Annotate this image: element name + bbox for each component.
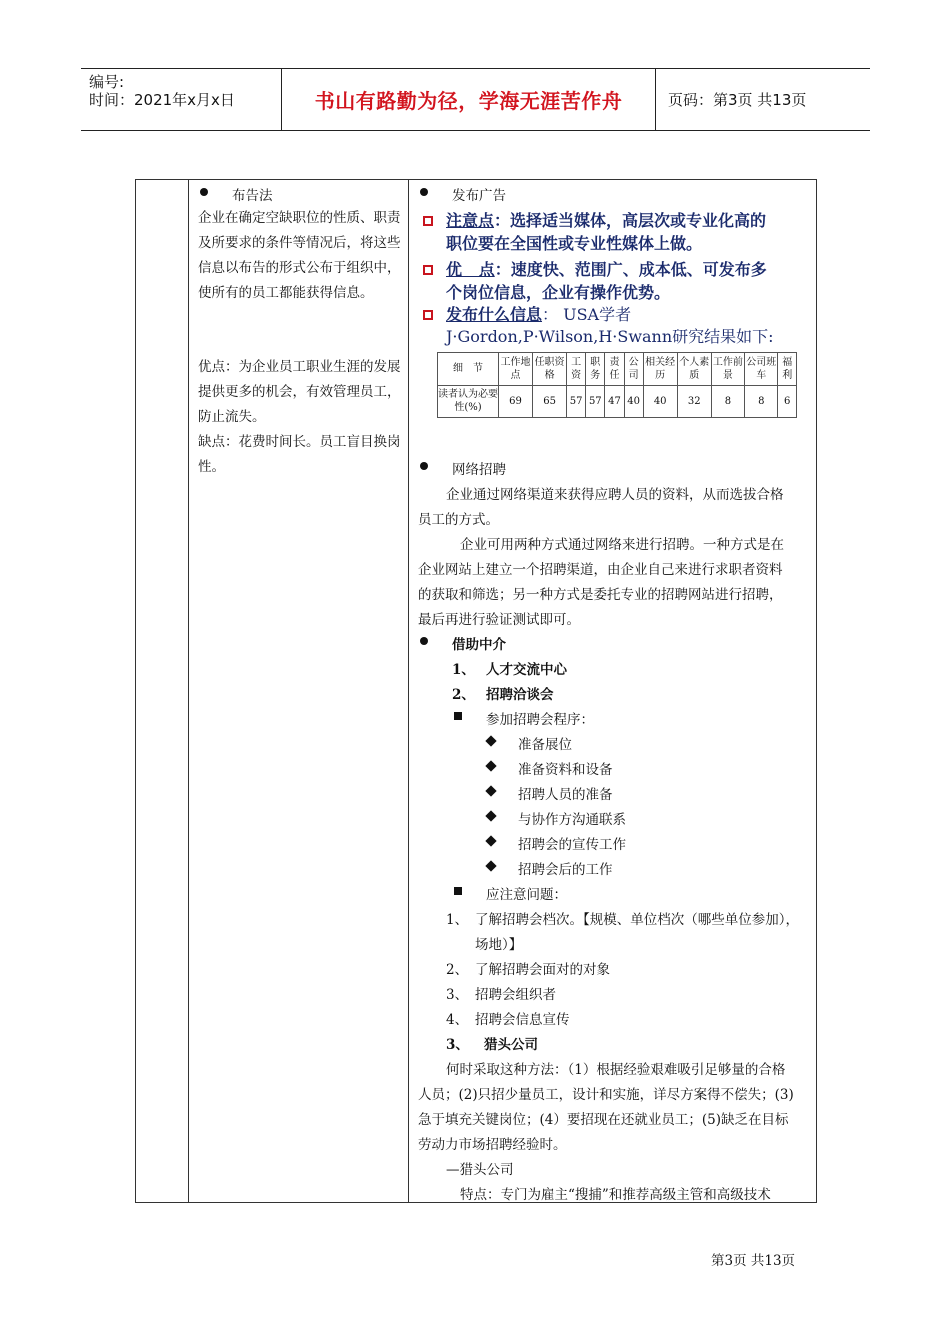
hunt-subheading: —猎头公司 xyxy=(446,1162,514,1178)
table-cell: 47 xyxy=(605,385,624,418)
header-motto-cell xyxy=(282,69,656,130)
hunt-line: 劳动力市场招聘经验时。 xyxy=(418,1137,567,1153)
table-header-cell: 职务 xyxy=(586,353,605,386)
attn-item: 场地）】 xyxy=(475,937,523,953)
note3-line2: J·Gordon,P·Wilson,H·Swann研究结果如下: xyxy=(446,327,774,346)
table-cell: 57 xyxy=(586,385,605,418)
square-bullet-icon xyxy=(454,883,462,899)
table-header-cell: 工作前景 xyxy=(711,353,744,386)
proc-heading: 参加招聘会程序： xyxy=(486,712,594,728)
diamond-bullet-icon xyxy=(487,858,495,874)
checkbox-icon xyxy=(423,308,433,324)
net-p1-line: 员工的方式。 xyxy=(418,512,499,528)
attn-item: 招聘会信息宣传 xyxy=(475,1012,570,1028)
column-divider xyxy=(408,180,409,1202)
table-row-label: 读者认为必要性(%) xyxy=(438,385,499,418)
net-p2-line: 最后再进行验证测试即可。 xyxy=(418,612,580,628)
note1-label: 注意点 xyxy=(446,211,495,230)
note1-line1 xyxy=(446,208,766,231)
hunt-line: 何时采取这种方法：（1）根据经验艰难吸引足够量的合格 xyxy=(446,1062,786,1078)
checkbox-icon xyxy=(423,214,433,230)
note3-line1 xyxy=(446,302,631,325)
proc-item: 准备展位 xyxy=(518,737,572,753)
note1-text1: ：选择适当媒体，高层次或专业化高的 xyxy=(494,211,767,230)
diamond-bullet-icon xyxy=(487,758,495,774)
date-label: 时间：2021年x月x日 xyxy=(89,91,235,109)
header-meta xyxy=(81,69,282,130)
agency-bullet-icon xyxy=(420,633,428,649)
ad-bullet-icon xyxy=(420,184,428,200)
hunt-line: 急于填充关键岗位；(4）要招现在还就业员工；(5)缺乏在目标 xyxy=(418,1112,789,1128)
proc-item: 招聘人员的准备 xyxy=(518,787,613,803)
proc-item: 招聘会后的工作 xyxy=(518,862,613,878)
table-cell: 57 xyxy=(567,385,586,418)
note3-text1: ： USA学者 xyxy=(542,305,632,324)
table-cell: 6 xyxy=(778,385,797,418)
agency2-num: 2、 xyxy=(452,687,475,703)
note2-line1 xyxy=(446,257,767,280)
diamond-bullet-icon xyxy=(487,783,495,799)
header-motto: 书山有路勤为径，学海无涯苦作舟 xyxy=(314,89,623,113)
table-header-cell: 相关经历 xyxy=(643,353,677,386)
table-header-cell: 工资 xyxy=(567,353,586,386)
table-cell: 40 xyxy=(643,385,677,418)
column-divider xyxy=(188,180,189,1202)
agency3-num: 3、 xyxy=(446,1037,469,1053)
diamond-bullet-icon xyxy=(487,833,495,849)
net-bullet-icon xyxy=(420,458,428,474)
agency2-text: 招聘洽谈会 xyxy=(486,687,554,703)
agency1-num: 1、 xyxy=(452,662,475,678)
agency1-text: 人才交流中心 xyxy=(486,662,567,678)
note2-text1: ：速度快、范围广、成本低、可发布多 xyxy=(494,260,767,279)
table-header-cell: 公司班车 xyxy=(745,353,778,386)
table-cell: 32 xyxy=(677,385,711,418)
agency3-text: 猎头公司 xyxy=(484,1037,538,1053)
table-cell: 40 xyxy=(624,385,643,418)
table-header-cell: 责任 xyxy=(605,353,624,386)
left-cons: 缺点：花费时间长。员工盲目换岗性。 xyxy=(198,434,401,475)
note3-label: 发布什么信息 xyxy=(446,305,543,324)
page-header xyxy=(81,68,870,131)
attn-item: 招聘会组织者 xyxy=(475,987,556,1003)
header-page-cell xyxy=(656,69,870,130)
number-label: 编号: xyxy=(89,73,125,91)
proc-item: 招聘会的宣传工作 xyxy=(518,837,626,853)
table-row xyxy=(438,353,797,386)
agency-heading: 借助中介 xyxy=(452,637,506,653)
net-p1-line: 企业通过网络渠道来获得应聘人员的资料，从而选拔合格 xyxy=(446,487,784,503)
table-cell: 8 xyxy=(711,385,744,418)
header-page-info: 页码：第3页 共13页 xyxy=(668,91,807,109)
proc-item: 与协作方沟通联系 xyxy=(518,812,626,828)
attn-num: 1、 xyxy=(446,912,469,928)
left-heading: 布告法 xyxy=(232,188,273,204)
note2-line2: 个岗位信息，企业有操作优势。 xyxy=(446,283,671,302)
table-header-cell: 公司 xyxy=(624,353,643,386)
table-header-cell: 个人素质 xyxy=(677,353,711,386)
table-row-label: 细 节 xyxy=(438,353,499,386)
table-header-cell: 任职资格 xyxy=(533,353,567,386)
note1-line2: 职位要在全国性或专业性媒体上做。 xyxy=(446,234,703,253)
hunt-feature: 特点：专门为雇主“搜捕”和推荐高级主管和高级技术 xyxy=(460,1187,771,1203)
survey-table xyxy=(437,352,797,418)
net-heading: 网络招聘 xyxy=(452,462,506,478)
table-cell: 65 xyxy=(533,385,567,418)
table-row xyxy=(438,385,797,418)
square-bullet-icon xyxy=(454,708,462,724)
table-cell: 8 xyxy=(745,385,778,418)
attn-num: 4、 xyxy=(446,1012,469,1028)
note2-label: 优 点 xyxy=(446,260,495,279)
table-cell: 69 xyxy=(499,385,533,418)
attn-num: 2、 xyxy=(446,962,469,978)
page-footer: 第3页 共13页 xyxy=(711,1253,796,1269)
attn-heading: 应注意问题： xyxy=(486,887,567,903)
diamond-bullet-icon xyxy=(487,733,495,749)
proc-item: 准备资料和设备 xyxy=(518,762,613,778)
left-paragraph: 企业在确定空缺职位的性质、职责及所要求的条件等情况后，将这些信息以布告的形式公布于组织中，使所有的员工都能获得信息。 xyxy=(198,210,401,301)
attn-item: 了解招聘会面对的对象 xyxy=(475,962,610,978)
net-p2-line: 企业可用两种方式通过网络来进行招聘。一种方式是在 xyxy=(460,537,784,553)
checkbox-icon xyxy=(423,263,433,279)
table-header-cell: 工作地点 xyxy=(499,353,533,386)
left-bullet-icon xyxy=(200,184,208,200)
net-p2-line: 的获取和筛选；另一种方式是委托专业的招聘网站进行招聘， xyxy=(418,587,783,603)
net-p2-line: 企业网站上建立一个招聘渠道，由企业自己来进行求职者资料 xyxy=(418,562,783,578)
ad-heading: 发布广告 xyxy=(452,188,506,204)
left-pros: 优点：为企业员工职业生涯的发展提供更多的机会，有效管理员工，防止流失。 xyxy=(198,359,401,425)
table-header-cell: 福利 xyxy=(778,353,797,386)
hunt-line: 人员；(2)只招少量员工，设计和实施，详尽方案得不偿失；(3) xyxy=(418,1087,794,1103)
attn-num: 3、 xyxy=(446,987,469,1003)
diamond-bullet-icon xyxy=(487,808,495,824)
attn-item: 了解招聘会档次。【规模、单位档次（哪些单位参加）， xyxy=(475,912,799,928)
